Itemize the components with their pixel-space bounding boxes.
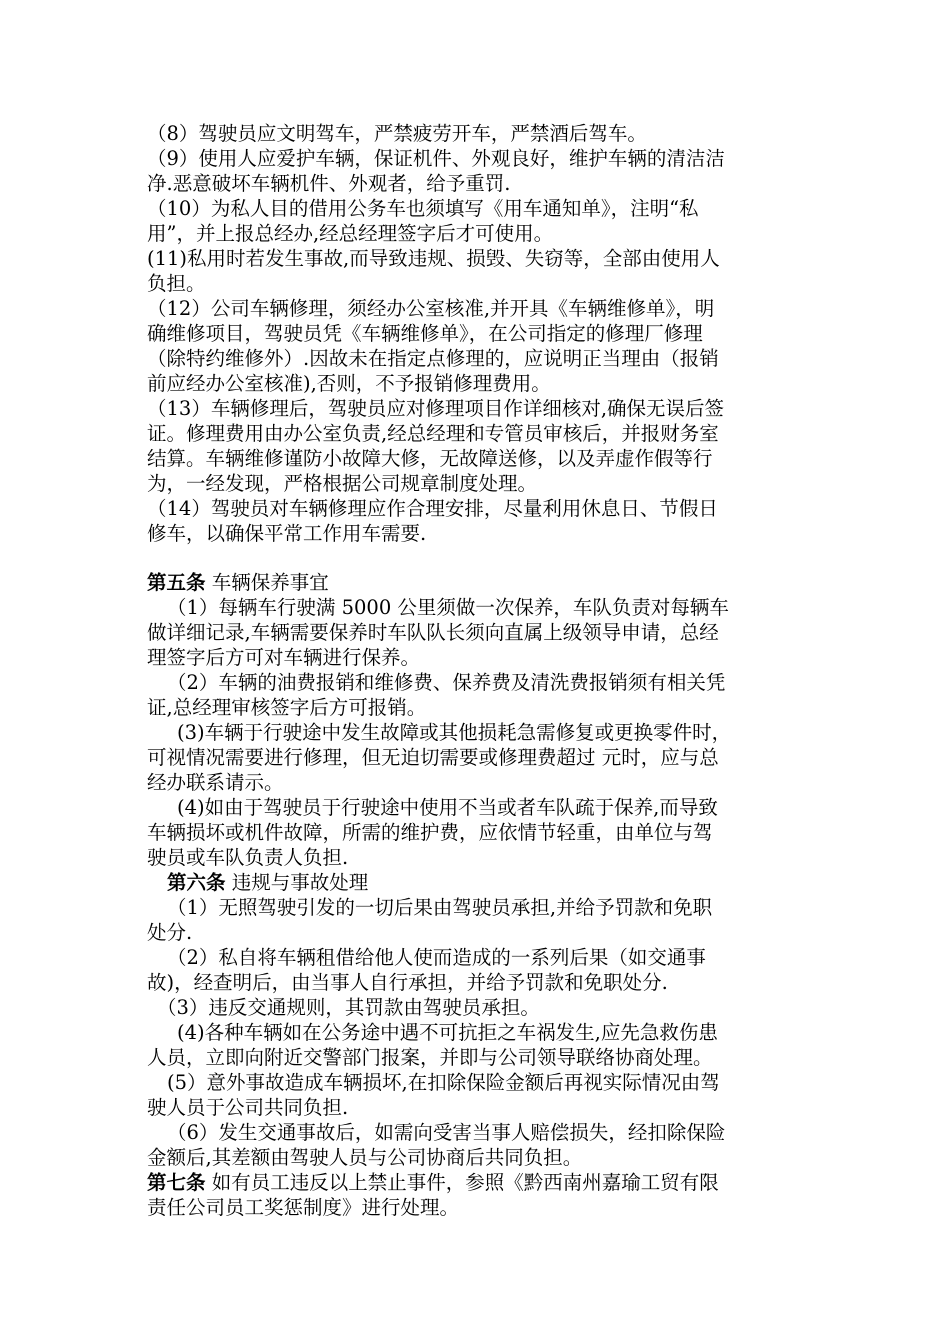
- section-heading: 第六条 违规与事故处理: [167, 871, 369, 894]
- text-line: （1）无照驾驶引发的一切后果由驾驶员承担,并给予罚款和免职: [167, 896, 713, 919]
- text-line: （3）违反交通规则，其罚款由驾驶员承担。: [157, 996, 540, 1019]
- article-number: 第六条: [167, 871, 226, 894]
- text-line: (3)车辆于行驶途中发生故障或其他损耗急需修复或更换零件时，: [177, 721, 732, 744]
- text-line: 处分.: [147, 921, 193, 944]
- text-line: （12）公司车辆修理，须经办公室核准,并开具《车辆维修单》，明: [147, 297, 715, 320]
- text-line: 负担。: [147, 272, 206, 295]
- text-line: （1）每辆车行驶满 5000 公里须做一次保养，车队负责对每辆车: [167, 596, 729, 619]
- text-line: 金额后,其差额由驾驶人员与公司协商后共同负担。: [147, 1146, 583, 1169]
- text-line: 做详细记录,车辆需要保养时车队队长须向直属上级领导申请，总经: [147, 621, 719, 644]
- text-line: (5）意外事故造成车辆损坏,在扣除保险金额后再视实际情况由驾: [167, 1071, 720, 1094]
- text-line: (4)各种车辆如在公务途中遇不可抗拒之车祸发生,应先急救伤患: [177, 1021, 718, 1044]
- text-line: 结算。车辆维修谨防小故障大修，无故障送修，以及弄虚作假等行: [147, 447, 713, 470]
- section-heading: 第五条 车辆保养事宜: [147, 571, 329, 594]
- text-line: 驶人员于公司共同负担.: [147, 1096, 349, 1119]
- text-line: 净.恶意破坏车辆机件、外观者，给予重罚.: [147, 172, 511, 195]
- text-line: （9）使用人应爱护车辆，保证机件、外观良好，维护车辆的清洁洁: [147, 147, 725, 170]
- text-line: （除特约维修外）.因故未在指定点修理的，应说明正当理由（报销: [147, 347, 719, 370]
- text-line: 前应经办公室核准),否则，不予报销修理费用。: [147, 372, 551, 395]
- text-line: 可视情况需要进行修理，但无迫切需要或修理费超过 元时，应与总: [147, 746, 719, 769]
- text-line: 故)，经查明后，由当事人自行承担，并给予罚款和免职处分.: [147, 971, 668, 994]
- text-line: （2）车辆的油费报销和维修费、保养费及清洗费报销须有相关凭: [167, 671, 726, 694]
- text-line: 为，一经发现，严格根据公司规章制度处理。: [147, 472, 538, 495]
- text-line: （10）为私人目的借用公务车也须填写《用车通知单》，注明“私: [147, 197, 699, 220]
- section-heading: 第七条 如有员工违反以上禁止事件，参照《黔西南州嘉瑜工贸有限: [147, 1171, 719, 1194]
- text-line: （2）私自将车辆租借给他人使而造成的一系列后果（如交通事: [167, 946, 706, 969]
- text-line: 证,总经理审核签字后方可报销。: [147, 696, 427, 719]
- text-line: 人员，立即向附近交警部门报案，并即与公司领导联络协商处理。: [147, 1046, 713, 1069]
- text-line: 车辆损坏或机件故障，所需的维护费，应依情节轻重，由单位与驾: [147, 821, 713, 844]
- text-line: （13）车辆修理后，驾驶员应对修理项目作详细核对,确保无误后签: [147, 397, 725, 420]
- text-line: 用”，并上报总经办,经总经理签字后才可使用。: [147, 222, 554, 245]
- text-line: 修车，以确保平常工作用车需要.: [147, 522, 427, 545]
- text-line: (11)私用时若发生事故,而导致违规、损毁、失窃等，全部由使用人: [147, 247, 720, 270]
- text-line: 确维修项目，驾驶员凭《车辆维修单》，在公司指定的修理厂修理: [147, 322, 703, 345]
- text-line: 驶员或车队负责人负担.: [147, 846, 349, 869]
- text-line: （6）发生交通事故后，如需向受害当事人赔偿损失，经扣除保险: [167, 1121, 726, 1144]
- text-line: （8）驾驶员应文明驾车，严禁疲劳开车，严禁酒后驾车。: [147, 122, 647, 145]
- text-line: 经办联系请示。: [147, 771, 284, 794]
- article-number: 第七条: [147, 1171, 206, 1194]
- text-line: (4)如由于驾驶员于行驶途中使用不当或者车队疏于保养,而导致: [177, 796, 718, 819]
- article-number: 第五条: [147, 571, 206, 594]
- text-line: 理签字后方可对车辆进行保养。: [147, 646, 421, 669]
- text-line: （14）驾驶员对车辆修理应作合理安排，尽量利用休息日、节假日: [147, 497, 718, 520]
- text-line: 责任公司员工奖惩制度》进行处理。: [147, 1196, 460, 1219]
- text-line: 证。修理费用由办公室负责,经总经理和专管员审核后，并报财务室: [147, 422, 719, 445]
